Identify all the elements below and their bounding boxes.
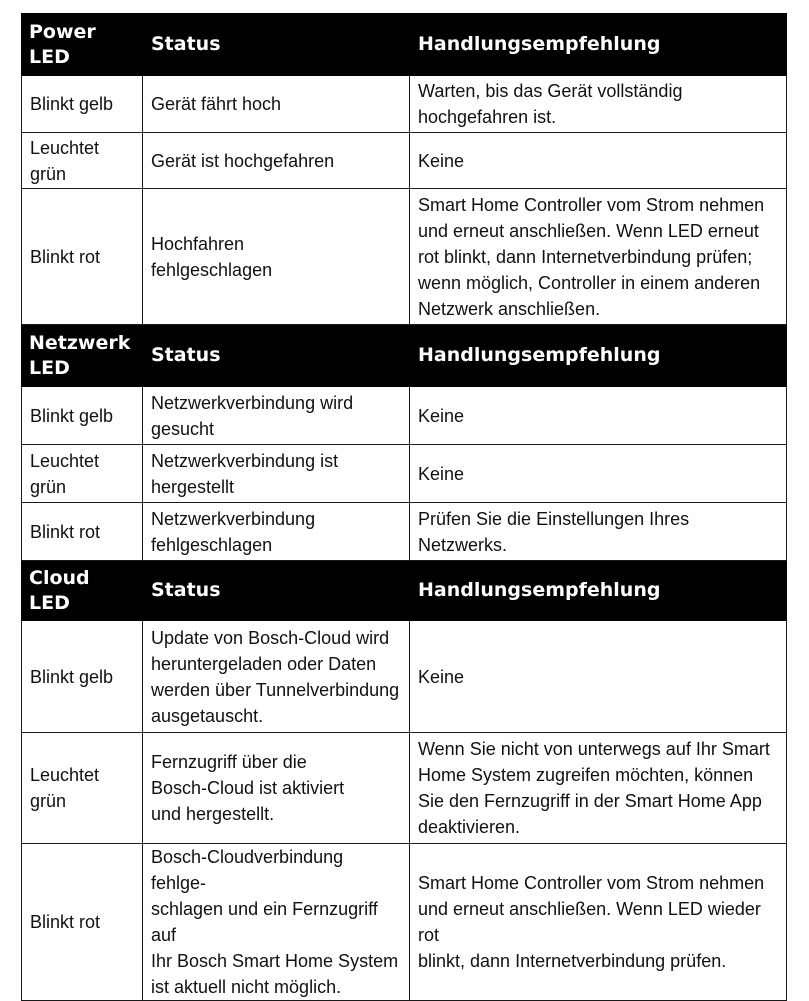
power-led-title — [22, 14, 143, 76]
table-row — [22, 503, 787, 561]
cell-text-line: Update von Bosch-Cloud wird — [151, 627, 390, 648]
led-state-cell — [22, 503, 143, 561]
status-cell — [143, 445, 410, 503]
cell-text-line: Leuchtet — [30, 765, 100, 785]
cell-text-line: Netzwerkverbindung ist — [151, 450, 339, 471]
table-row — [22, 133, 787, 189]
cell-text-line: schlagen und ein Fernzugriff auf — [151, 899, 378, 945]
cell-text-line: deaktivieren. — [418, 817, 521, 837]
table-row — [22, 621, 787, 733]
cell-text-line: Bosch-Cloud ist aktiviert — [151, 778, 345, 798]
action-cell — [410, 133, 787, 189]
cell-text-line: Netzwerkverbindung wird — [151, 392, 354, 413]
cell-text-line: Warten, bis das Gerät vollständig — [418, 81, 683, 101]
action-column-header: Handlungsempfehlung — [410, 561, 787, 621]
cell-text-line: fehlgeschlagen — [151, 259, 273, 280]
cell-text-line: und erneut anschließen. Wenn LED wieder rot — [418, 899, 761, 945]
status-cell — [143, 733, 410, 844]
led-title-line: Power — [29, 20, 96, 43]
power-led-header-row — [22, 14, 787, 76]
network-led-header-row — [22, 325, 787, 387]
cell-text-line: Gerät fährt hoch — [151, 94, 282, 114]
table-row — [22, 445, 787, 503]
cell-text-line: Blinkt rot — [30, 912, 101, 932]
action-cell — [410, 503, 787, 561]
action-column-header: Handlungsempfehlung — [410, 325, 787, 387]
cell-text-line: Keine — [418, 463, 465, 484]
status-column-header: Status — [143, 561, 410, 621]
led-state-cell — [22, 445, 143, 503]
status-cell — [143, 76, 410, 133]
cell-text-line: Keine — [418, 405, 465, 426]
led-title-line: Netzwerk — [29, 331, 131, 354]
action-cell — [410, 621, 787, 733]
cell-text-line: hergestellt — [151, 476, 235, 497]
led-title-line: Cloud — [29, 566, 90, 589]
cell-text-line: Blinkt gelb — [30, 94, 114, 114]
action-cell — [410, 844, 787, 1001]
cell-text-line: Leuchtet — [30, 450, 100, 471]
cell-text-line: Blinkt gelb — [30, 666, 114, 687]
cell-text-line: gesucht — [151, 418, 215, 439]
led-table-body — [22, 14, 787, 1001]
cell-text-line: ist aktuell nicht möglich. — [151, 977, 342, 997]
cell-text-line: werden über Tunnelverbindung — [151, 679, 400, 700]
led-state-cell — [22, 76, 143, 133]
led-title-line: LED — [29, 45, 70, 68]
cell-text-line: Smart Home Controller vom Strom nehmen — [418, 194, 765, 215]
cloud-led-header-row — [22, 561, 787, 621]
action-cell — [410, 733, 787, 844]
cell-text-line: rot blinkt, dann Internetverbindung prüfen; — [418, 246, 753, 267]
cell-text-line: und erneut anschließen. Wenn LED erneut — [418, 220, 759, 241]
led-status-table — [21, 13, 787, 1001]
cell-text-line: grün — [30, 476, 67, 497]
table-row — [22, 76, 787, 133]
cell-text-line: Home System zugreifen möchten, können — [418, 765, 754, 785]
table-row — [22, 189, 787, 325]
cell-text-line: blinkt, dann Internetverbindung prüfen. — [418, 951, 727, 971]
cell-text-line: wenn möglich, Controller in einem anderen — [418, 272, 761, 293]
status-column-header: Status — [143, 14, 410, 76]
led-title-line: LED — [29, 356, 70, 379]
cell-text-line: Blinkt gelb — [30, 405, 114, 426]
cell-text-line: Keine — [418, 666, 465, 687]
status-cell — [143, 189, 410, 325]
cell-text-line: Hochfahren — [151, 233, 245, 254]
action-cell — [410, 387, 787, 445]
led-state-cell — [22, 844, 143, 1001]
cell-text-line: Netzwerk anschließen. — [418, 298, 601, 319]
cell-text-line: Leuchtet — [30, 137, 100, 158]
cell-text-line: hochgefahren ist. — [418, 107, 557, 127]
cell-text-line: Blinkt rot — [30, 521, 101, 542]
cell-text-line: Keine — [418, 150, 465, 171]
status-cell — [143, 844, 410, 1001]
network-led-title — [22, 325, 143, 387]
led-state-cell — [22, 621, 143, 733]
cell-text-line: Wenn Sie nicht von unterwegs auf Ihr Smart — [418, 739, 770, 759]
cloud-led-title — [22, 561, 143, 621]
table-row — [22, 387, 787, 445]
cell-text-line: ausgetauscht. — [151, 705, 264, 726]
action-column-header: Handlungsempfehlung — [410, 14, 787, 76]
action-cell — [410, 76, 787, 133]
table-row — [22, 733, 787, 844]
led-state-cell — [22, 733, 143, 844]
cell-text-line: Bosch-Cloudverbindung fehlge- — [151, 847, 344, 893]
cell-text-line: Prüfen Sie die Einstellungen Ihres Netzwerks. — [418, 508, 690, 555]
status-cell — [143, 503, 410, 561]
cell-text-line: grün — [30, 163, 67, 184]
led-state-cell — [22, 189, 143, 325]
cell-text-line: fehlgeschlagen — [151, 534, 273, 555]
cell-text-line: Netzwerkverbindung — [151, 508, 316, 529]
status-cell — [143, 387, 410, 445]
led-state-cell — [22, 133, 143, 189]
cell-text-line: Gerät ist hochgefahren — [151, 150, 335, 171]
led-title-line: LED — [29, 591, 70, 614]
status-cell — [143, 621, 410, 733]
cell-text-line: Smart Home Controller vom Strom nehmen — [418, 873, 765, 893]
status-cell — [143, 133, 410, 189]
cell-text-line: Blinkt rot — [30, 246, 101, 267]
status-column-header: Status — [143, 325, 410, 387]
cell-text-line: Ihr Bosch Smart Home System — [151, 951, 399, 971]
cell-text-line: und hergestellt. — [151, 804, 275, 824]
action-cell — [410, 189, 787, 325]
action-cell — [410, 445, 787, 503]
table-row — [22, 844, 787, 1001]
cell-text-line: Sie den Fernzugriff in der Smart Home App — [418, 791, 762, 811]
cell-text-line: grün — [30, 791, 67, 811]
led-state-cell — [22, 387, 143, 445]
cell-text-line: heruntergeladen oder Daten — [151, 653, 377, 674]
cell-text-line: Fernzugriff über die — [151, 752, 307, 772]
